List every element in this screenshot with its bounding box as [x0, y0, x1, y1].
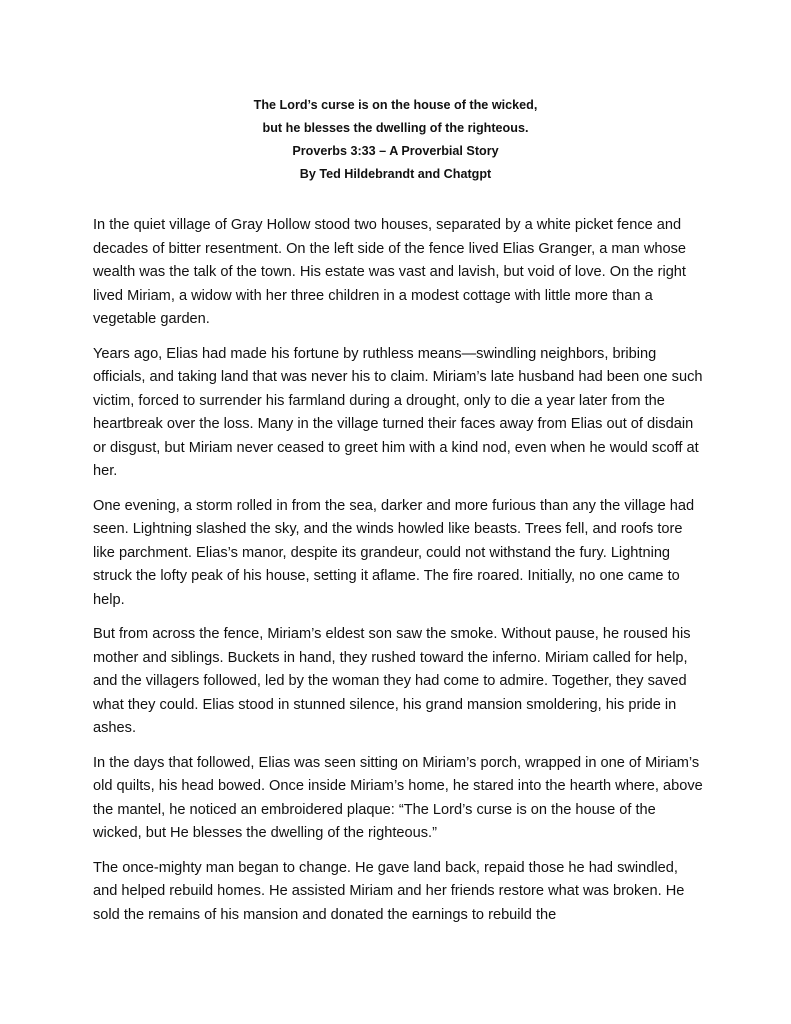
title-line-1: The Lord’s curse is on the house of the wicked, — [253, 98, 538, 112]
author-line: By Ted Hildebrandt and Chatgpt — [299, 167, 492, 181]
scripture-reference: Proverbs 3:33 – A Proverbial Story — [292, 144, 499, 158]
story-body — [93, 214, 703, 938]
paragraph-5: In the days that followed, Elias was seen sitting on Miriam’s porch, wrapped in one of Miriam’s old quilts, his head bowed. Once inside Miriam’s home, he stared into the hearth where, above the mantel, he noticed an embroidered plaque: “The Lord’s curse is on the house of the wicked, but He blesses the dwelling of the righteous.” — [93, 754, 703, 841]
paragraph-4: But from across the fence, Miriam’s eldest son saw the smoke. Without pause, he roused his mother and siblings. Buckets in hand, they rushed toward the inferno. Miriam called for help, and the villagers followed, led by the woman they had come to admire. Together, they saved what they could. Elias stood in stunned silence, his grand mansion smoldering, his pride in ashes. — [93, 626, 691, 736]
paragraph-3: One evening, a storm rolled in from the sea, darker and more furious than any the village had seen. Lightning slashed the sky, and the winds howled like beasts. Trees fell, and roofs tore like parchment. Elias’s manor, despite its grandeur, could not withstand the fury. Lightning struck the lofty peak of his house, setting it aflame. The fire roared. Initially, no one came to help. — [93, 497, 695, 608]
title-line-2: but he blesses the dwelling of the righteous. — [262, 121, 529, 135]
paragraph-6: The once-mighty man began to change. He gave land back, repaid those he had swindled, and helped rebuild homes. He assisted Miriam and her friends restore what was broken. He sold the remains of his mansion and donated the earnings to rebuild the — [93, 859, 685, 923]
paragraph-2: Years ago, Elias had made his fortune by ruthless means—swindling neighbors, bribing officials, and taking land that was never his to claim. Miriam’s late husband had been one such victim, forced to surrender his farmland during a drought, only to die a year later from the heartbreak over the loss. Many in the village turned their faces away from Elias out of disdain or disgust, but Miriam never ceased to greet him with a kind nod, even when he would scoff at her. — [93, 345, 703, 479]
document-header — [0, 94, 791, 186]
paragraph-1: In the quiet village of Gray Hollow stood two houses, separated by a white picket fence and decades of bitter resentment. On the left side of the fence lived Elias Granger, a man whose wealth was the talk of the town. His estate was vast and lavish, but void of love. On the right lived Miriam, a widow with her three children in a modest cottage with little more than a vegetable garden. — [93, 217, 686, 327]
